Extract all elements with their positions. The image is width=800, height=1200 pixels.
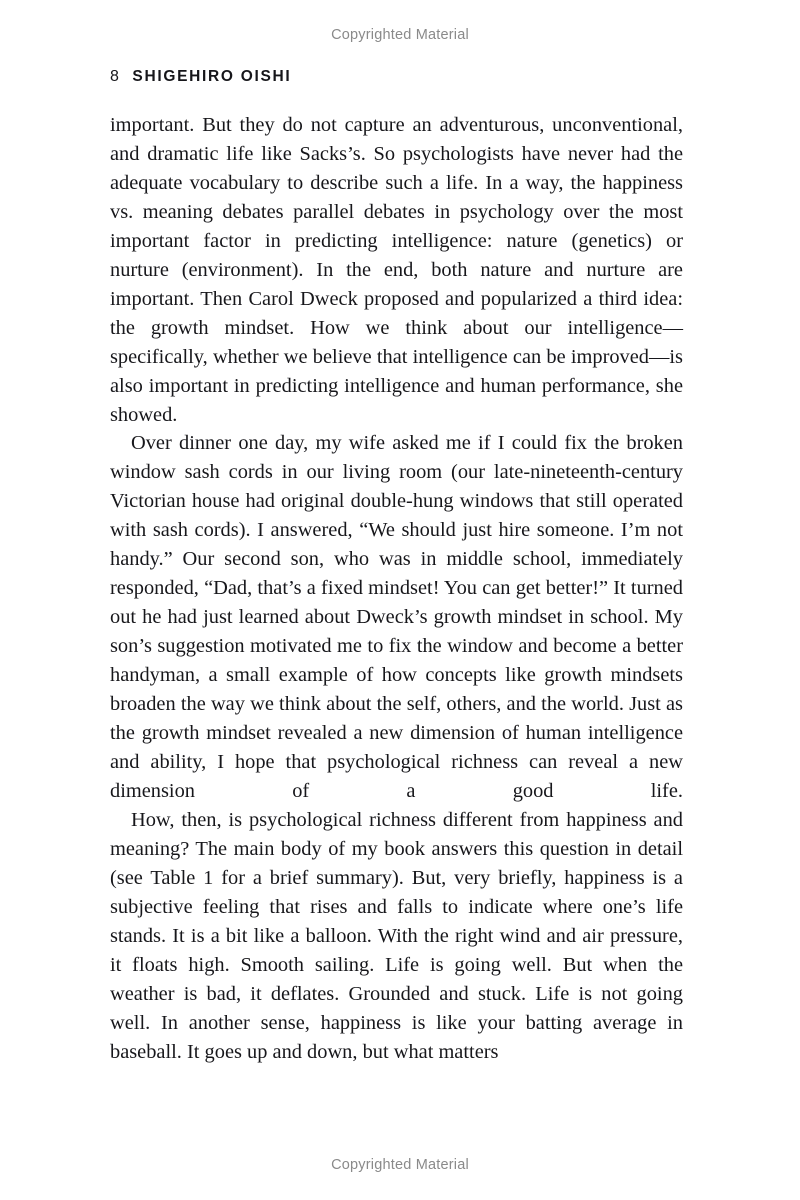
copyright-watermark-top: Copyrighted Material (331, 27, 469, 43)
paragraph: Over dinner one day, my wife asked me if I could fix the broken window sash cords in our living room (our late-nineteenth-century Victorian house had original double-hung windows that still operated with sash cords). I answered, “We should just hire someone. I’m not handy.” Our second son, who was in middle school, immediately responded, “Dad, that’s a fixed mindset! You can get better!” It turned out he had just learned about Dweck’s growth mindset in school. My son’s suggestion motivated me to fix the window and become a better handyman, a small example of how concepts like growth mindsets broaden the way we think about the self, others, and the world. Just as the growth mindset revealed a new dimension of human intelligence and ability, I hope that psychological richness can reveal a new dimension of a good life. (110, 432, 683, 802)
body-text-column (110, 111, 683, 1066)
paragraph: important. But they do not capture an adventurous, unconventional, and dramatic life like Sacks’s. So psychologists have never had the adequate vocabulary to describe such a life. In a way, the happiness vs. meaning debates parallel debates in psychology over the most important factor in predicting intelligence: nature (genetics) or nurture (environment). In the end, both nature and nurture are important. Then Carol Dweck proposed and popularized a third idea: the growth mindset. How we think about our intelligence—specifically, whether we believe that intelligence can be improved—is also important in predicting intelligence and human performance, she showed. (110, 114, 683, 426)
running-head-author: SHIGEHIRO OISHI (132, 68, 292, 85)
copyright-watermark-bottom: Copyrighted Material (331, 1157, 469, 1173)
page-number: 8 (110, 68, 120, 85)
running-head (110, 68, 291, 86)
paragraph: How, then, is psychological richness different from happiness and meaning? The main body of my book answers this question in detail (see Table 1 for a brief summary). But, very briefly, happiness is a subjective feeling that rises and falls to indicate where one’s life stands. It is a bit like a balloon. With the right wind and air pressure, it floats high. Smooth sailing. Life is going well. But when the weather is bad, it deflates. Grounded and stuck. Life is not going well. In another sense, happiness is like your batting average in baseball. It goes up and down, but what matters (110, 808, 683, 1063)
